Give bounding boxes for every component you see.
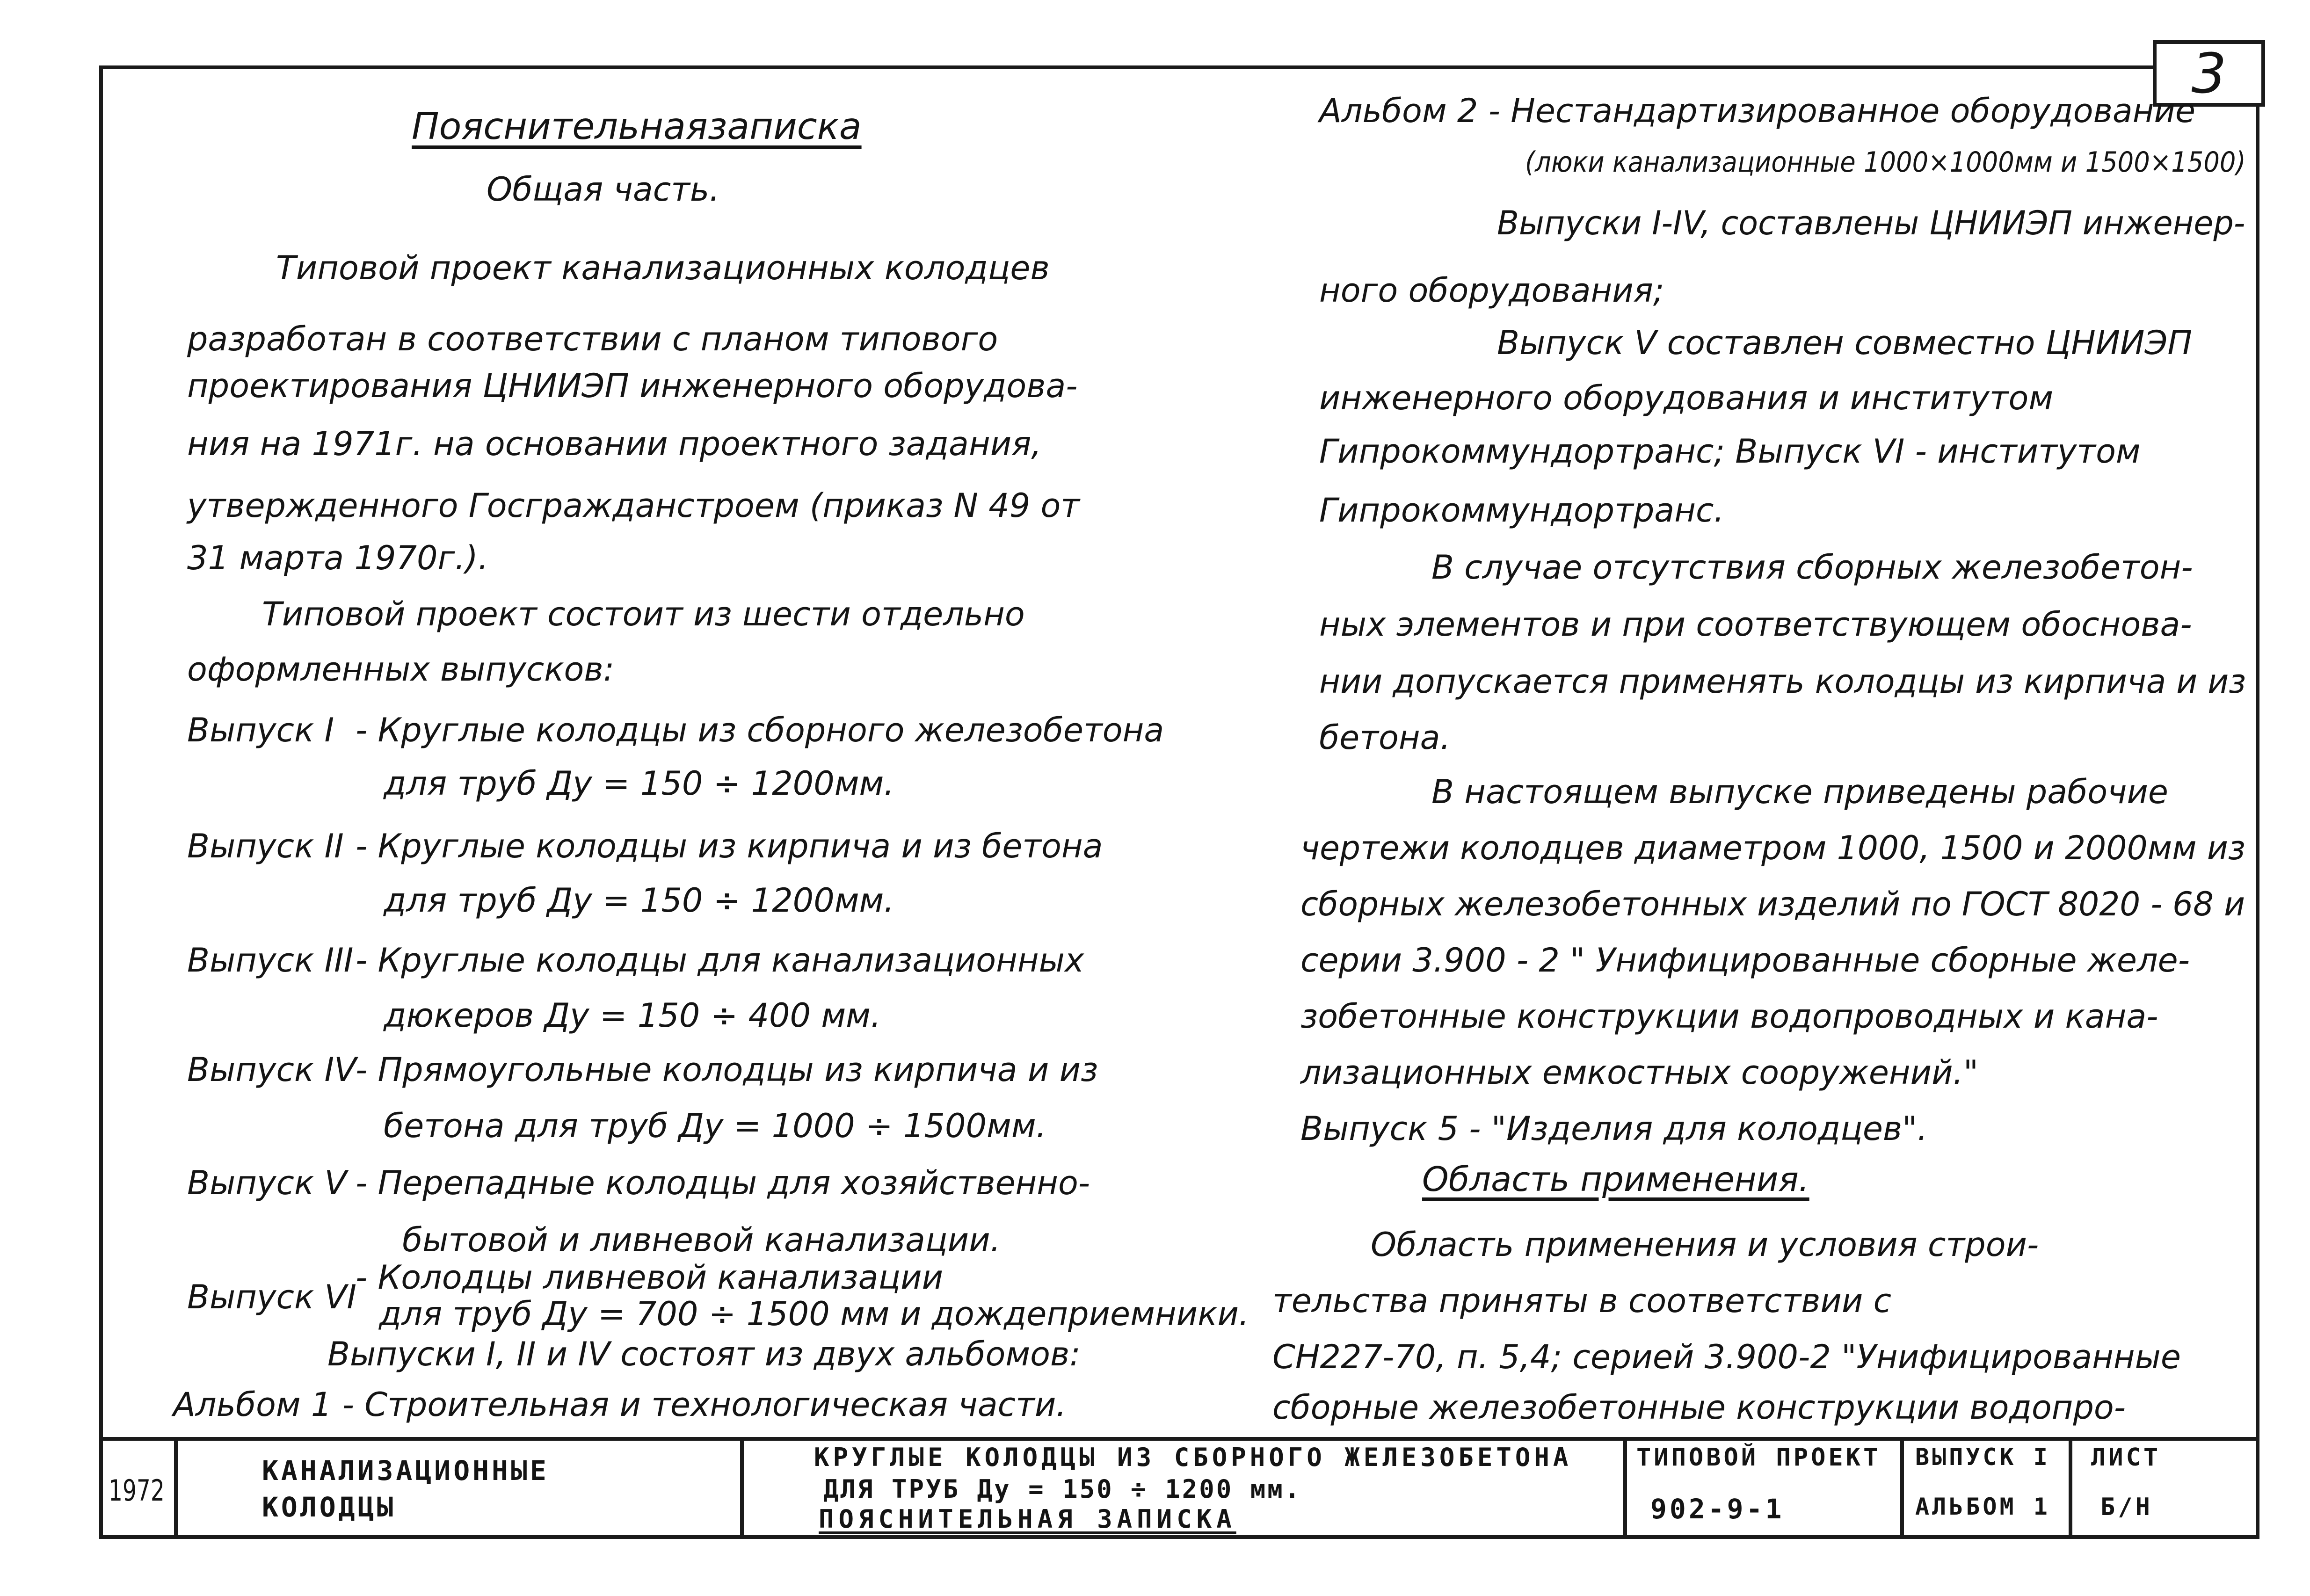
right-line: лизационных емкостных сооружений." (1300, 1053, 1979, 1092)
paragraph-line: 31 марта 1970г.). (187, 539, 489, 577)
issue-line: дюкеров Ду = 150 ÷ 400 мм. (384, 996, 881, 1035)
paragraph-line: разработан в соответствии с планом типового (187, 320, 998, 358)
paragraph-line: проектирования ЦНИИЭП инженерного оборудова- (187, 367, 1078, 405)
title-block-project-number: 902-9-1 (1650, 1493, 1785, 1525)
title-block-sheet-value: Б/Н (2100, 1493, 2153, 1521)
paragraph-line: ния на 1971г. на основании проектного задания, (187, 425, 1042, 463)
right-line: Гипрокоммундортранс. (1319, 491, 1724, 530)
paragraph-line: оформленных выпусков: (187, 650, 615, 689)
right-line: В случае отсутствия сборных железобетон- (1431, 548, 2193, 587)
issue-label: Выпуск III (187, 941, 354, 979)
right-line: Выпуск V составлен совместно ЦНИИЭП (1497, 324, 2192, 362)
paragraph-line: Типовой проект канализационных колодцев (276, 249, 1050, 287)
right-line: инженерного оборудования и институтом (1319, 379, 2054, 417)
title-block-name-cell (178, 1441, 744, 1539)
issue-line: для труб Ду = 700 ÷ 1500 мм и дождеприемники. (379, 1295, 1249, 1333)
title-block-desc-line-1: КРУГЛЫЕ КОЛОДЦЫ ИЗ СБОРНОГО ЖЕЛЕЗОБЕТОНА (814, 1443, 1572, 1472)
right-line: (люки канализационные 1000×1000мм и 1500×1500) (1525, 146, 2246, 179)
right-line: Выпуски I-IV, составлены ЦНИИЭП инженер- (1497, 204, 2245, 242)
issue-line: - Перепадные колодцы для хозяйственно- (356, 1164, 1090, 1202)
issue-line: - Колодцы ливневой канализации (356, 1258, 944, 1297)
title-block-album-label: АЛЬБОМ 1 (1915, 1493, 2050, 1520)
issue-line: для труб Ду = 150 ÷ 1200мм. (384, 764, 894, 803)
issue-line: - Прямоугольные колодцы из кирпича и из (356, 1051, 1098, 1089)
right-line: ных элементов и при соответствующем обоснова- (1319, 605, 2192, 644)
section-line: СН227-70, п. 5,4; серией 3.900-2 "Унифицированные (1272, 1338, 2181, 1376)
album-one-line: Альбом 1 - Строительная и технологическая части. (173, 1386, 1067, 1424)
issue-line: бетона для труб Ду = 1000 ÷ 1500мм. (384, 1107, 1046, 1145)
title-block-sheet-label: ЛИСТ (2091, 1444, 2161, 1472)
section-line: сборные железобетонные конструкции водопро- (1272, 1388, 2126, 1427)
right-line: чертежи колодцев диаметром 1000, 1500 и 2000мм из (1300, 829, 2245, 867)
title-block-year-cell (99, 1441, 178, 1539)
title-block-project-cell (1627, 1441, 1904, 1539)
issue-line: для труб Ду = 150 ÷ 1200мм. (384, 881, 894, 920)
paragraph-line: утвержденного Госгражданстроем (приказ N 49 от (187, 486, 1080, 525)
right-line: серии 3.900 - 2 " Унифицированные сборные желе- (1300, 941, 2190, 979)
section-heading: Область применения. (1422, 1160, 1809, 1199)
page-subheading: Общая часть. (487, 170, 720, 209)
title-block-description-cell (744, 1441, 1627, 1539)
issue-line: - Круглые колодцы из кирпича и из бетона (356, 827, 1103, 865)
right-line: Гипрокоммундортранс; Выпуск VI - институтом (1319, 432, 2141, 471)
sheet-number: 3 (2153, 40, 2265, 107)
issue-label: Выпуск I (187, 711, 334, 749)
right-line: сборных железобетонных изделий по ГОСТ 8020 - 68 и (1300, 885, 2245, 923)
right-line: ного оборудования; (1319, 271, 1664, 310)
issue-line: - Круглые колодцы для канализационных (356, 941, 1084, 979)
right-line: В настоящем выпуске приведены рабочие (1431, 773, 2168, 811)
paragraph-line: Типовой проект состоит из шести отдельно (262, 595, 1025, 633)
right-line: бетона. (1319, 718, 1451, 757)
title-block-name-line-2: КОЛОДЦЫ (262, 1491, 396, 1523)
issue-line: бытовой и ливневой канализации. (402, 1221, 1001, 1259)
title-block-issue-label: ВЫПУСК I (1915, 1444, 2050, 1471)
issue-label: Выпуск VI (187, 1278, 357, 1316)
right-line: Альбом 2 - Нестандартизированное оборудование (1319, 92, 2196, 130)
title-block-desc-line-3: ПОЯСНИТЕЛЬНАЯ ЗАПИСКА (819, 1504, 1236, 1534)
section-line: Область применения и условия строи- (1371, 1226, 2039, 1264)
title-block-year: 1972 (109, 1473, 165, 1508)
issue-line: - Круглые колодцы из сборного железобетона (356, 711, 1164, 749)
title-block-project-label: ТИПОВОЙ ПРОЕКТ (1636, 1444, 1881, 1472)
right-line: нии допускается применять колодцы из кирпича и из (1319, 662, 2246, 701)
title-block (99, 1437, 2259, 1539)
albums-note: Выпуски I, II и IV состоят из двух альбомов: (327, 1335, 1081, 1373)
title-block-name-line-1: КАНАЛИЗАЦИОННЫЕ (262, 1455, 549, 1487)
right-line: Выпуск 5 - "Изделия для колодцев". (1300, 1110, 1928, 1148)
title-block-issue-cell (1904, 1441, 2072, 1539)
section-line: тельства приняты в соответствии с (1272, 1282, 1892, 1320)
issue-label: Выпуск V (187, 1164, 347, 1202)
right-line: зобетонные конструкции водопроводных и кана- (1300, 997, 2158, 1036)
title-block-desc-line-2: ДЛЯ ТРУБ Ду = 150 ÷ 1200 мм. (823, 1474, 1302, 1504)
page-heading: Пояснительнаязаписка (412, 106, 862, 148)
issue-label: Выпуск II (187, 827, 344, 865)
title-block-sheet-cell (2072, 1441, 2256, 1539)
issue-label: Выпуск IV (187, 1051, 357, 1089)
